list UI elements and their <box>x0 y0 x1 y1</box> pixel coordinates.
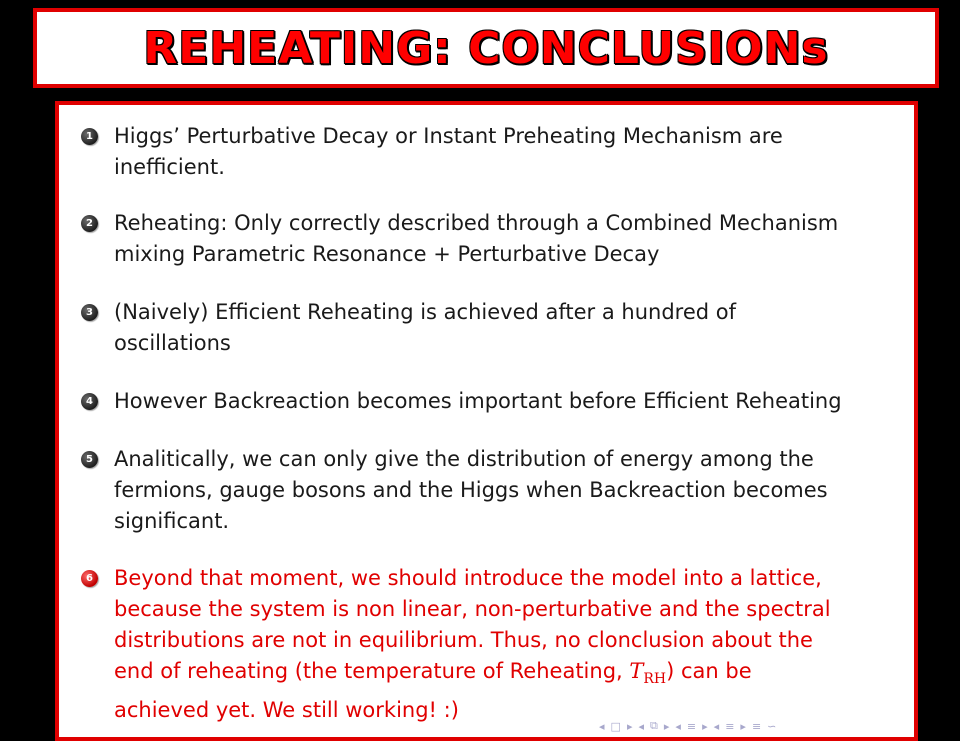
item-text: (Naively) Efficient Reheating is achieved after a hundred of oscillations <box>114 300 737 355</box>
arrow-left-icon[interactable]: ◂ <box>599 719 605 733</box>
content-panel <box>55 101 918 741</box>
search-icon[interactable]: ∽ <box>767 719 777 733</box>
arrow-right-icon[interactable]: ▸ <box>626 719 633 733</box>
number-badge: 2 <box>81 215 98 232</box>
number-badge: 1 <box>81 128 98 145</box>
number-badge: 5 <box>81 451 98 468</box>
number-badge: 4 <box>81 393 98 410</box>
list-item <box>81 208 901 270</box>
section-icon[interactable]: ≡ <box>686 719 697 733</box>
arrow-left-icon[interactable]: ◂ <box>638 719 644 733</box>
arrow-right-icon[interactable]: ▸ <box>663 719 670 733</box>
arrow-left-icon[interactable]: ◂ <box>713 719 720 733</box>
section-icon[interactable]: ≡ <box>725 719 735 733</box>
list-item <box>81 121 901 183</box>
arrow-right-icon[interactable]: ▸ <box>740 719 746 733</box>
list-item <box>81 297 901 359</box>
item-text-part: ) can be achieved yet. We still working! :) <box>114 659 752 723</box>
arrow-left-icon[interactable]: ◂ <box>675 719 681 733</box>
list-item <box>81 444 901 537</box>
math-subscript: RH <box>643 671 667 688</box>
math-symbol <box>629 659 667 688</box>
list-item <box>81 563 901 726</box>
item-text: Higgs’ Perturbative Decay or Instant Preheating Mechanism are inefficient. <box>114 124 783 179</box>
subsection-icon[interactable]: ⧉ <box>650 719 658 732</box>
number-badge: 6 <box>81 570 98 587</box>
item-text: Analitically, we can only give the distribution of energy among the fermions, gauge bosons and the Higgs when Backreaction becomes significant. <box>114 447 828 533</box>
title-banner <box>33 8 939 88</box>
arrow-right-icon[interactable]: ▸ <box>702 719 708 733</box>
math-variable: T <box>629 659 644 683</box>
item-text: Reheating: Only correctly described through a Combined Mechanism mixing Parametric Resonance + Perturbative Decay <box>114 211 839 266</box>
frame-icon[interactable]: □ <box>610 719 621 733</box>
item-text-part: Beyond that moment, we should introduce the model into a lattice, because the system is non linear, non-perturbative and the spectral distributions are not in equilibrium. Thus, no clonclusion about the end of reheating (the temperature of Reheating, <box>114 566 831 683</box>
align-icon[interactable]: ≡ <box>751 719 762 733</box>
number-badge: 3 <box>81 304 98 321</box>
list-item <box>81 386 901 417</box>
item-text: However Backreaction becomes important before Efficient Reheating <box>114 389 842 413</box>
item-text <box>114 563 831 726</box>
slide-title: REHEATING: CONCLUSIONs <box>143 22 829 74</box>
